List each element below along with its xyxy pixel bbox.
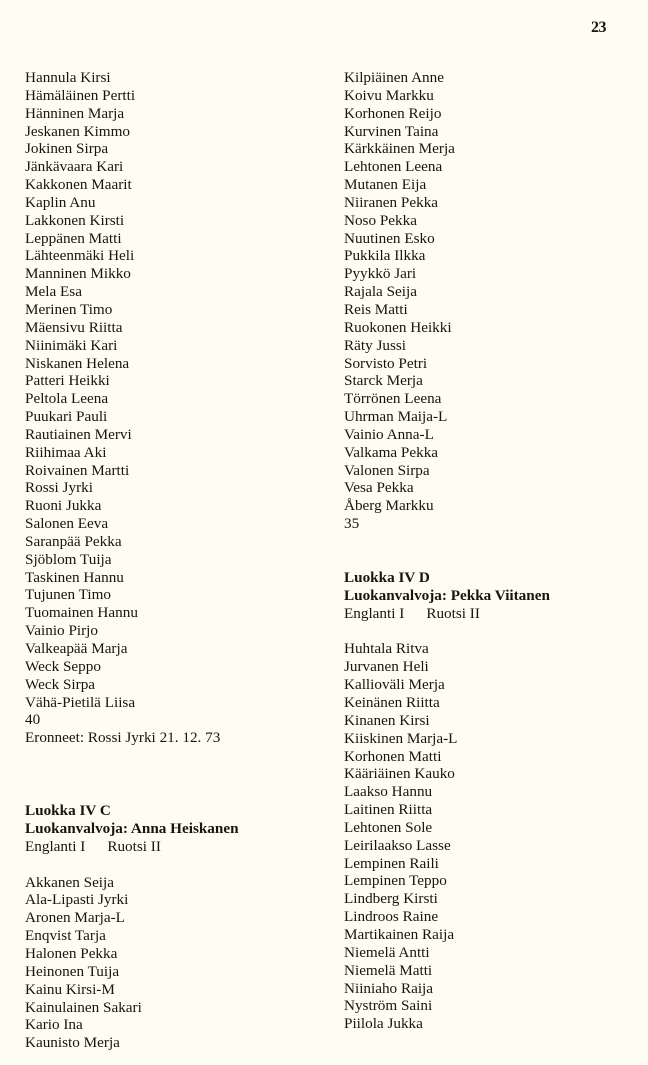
student-name: Laakso Hannu (344, 783, 433, 801)
student-name: Hänninen Marja (25, 104, 125, 122)
student-name: Kiiskinen Marja-L (344, 729, 458, 747)
student-name: Kaunisto Merja (25, 1034, 120, 1052)
student-name: Mäensivu Riitta (25, 318, 123, 336)
student-name: Valkama Pekka (344, 443, 439, 461)
student-name: Lehtonen Leena (344, 158, 443, 176)
student-name: Kainu Kirsi-M (25, 980, 115, 998)
student-name: Leirilaakso Lasse (344, 836, 451, 854)
student-name: Åberg Markku (344, 497, 434, 515)
page-number: 23 (591, 19, 606, 36)
student-name: Vainio Anna-L (344, 425, 434, 443)
student-name: Vainio Pirjo (25, 622, 98, 640)
student-name: Jänkävaara Kari (25, 158, 124, 176)
class-teacher: Luokanvalvoja: Anna Heiskanen (25, 819, 239, 837)
student-name: Enqvist Tarja (25, 927, 106, 945)
student-name: Puukari Pauli (25, 408, 108, 426)
class-section-ivc (25, 802, 239, 1052)
student-name: Jurvanen Heli (344, 658, 429, 676)
student-name: Nuutinen Esko (344, 229, 435, 247)
student-name: Niiranen Pekka (344, 193, 439, 211)
student-name: Lempinen Raili (344, 854, 439, 872)
student-name: Kallioväli Merja (344, 676, 445, 694)
student-name: Räty Jussi (344, 336, 407, 354)
student-name: Niemelä Antti (344, 943, 430, 961)
class-list-continued (25, 69, 239, 711)
class-ivd-student-list (344, 640, 550, 1033)
student-name: Rajala Seija (344, 283, 417, 301)
student-name: Niemelä Matti (344, 961, 433, 979)
student-name: Rossi Jyrki (25, 479, 93, 497)
student-name: Uhrman Maija-L (344, 408, 448, 426)
student-name: Törrönen Leena (344, 390, 442, 408)
student-name: Nyström Saini (344, 997, 433, 1015)
student-name: Patteri Heikki (25, 372, 110, 390)
student-name: Jokinen Sirpa (25, 140, 109, 158)
class-languages (25, 838, 239, 856)
language-2: Ruotsi II (107, 837, 161, 855)
student-name: Tuomainen Hannu (25, 604, 138, 622)
student-name: Lindberg Kirsti (344, 890, 438, 908)
left-column (25, 69, 239, 1052)
student-name: Salonen Eeva (25, 515, 109, 533)
student-name: Kainulainen Sakari (25, 998, 142, 1016)
student-name: Reis Matti (344, 300, 408, 318)
student-name: Starck Merja (344, 372, 423, 390)
student-name: Riihimaa Aki (25, 443, 107, 461)
student-name: Pyykkö Jari (344, 265, 417, 283)
student-name: Korhonen Reijo (344, 104, 442, 122)
student-name: Kilpiäinen Anne (344, 69, 444, 86)
student-name: Martikainen Raija (344, 925, 455, 943)
student-name: Kinanen Kirsi (344, 711, 430, 729)
student-name: Peltola Leena (25, 390, 109, 408)
student-name: Niiniaho Raija (344, 979, 433, 997)
student-name: Keinänen Riitta (344, 694, 440, 711)
student-name: Jeskanen Kimmo (25, 122, 131, 140)
student-name: Sjöblom Tuija (25, 550, 112, 568)
student-name: Manninen Mikko (25, 265, 131, 283)
student-name: Aronen Marja-L (25, 909, 125, 927)
class-list-continued (344, 69, 550, 515)
student-name: Ala-Lipasti Jyrki (25, 891, 129, 909)
student-name: Vähä-Pietilä Liisa (25, 693, 136, 711)
student-name: Pukkila Ilkka (344, 247, 426, 265)
resigned-note: Eronneet: Rossi Jyrki 21. 12. 73 (25, 729, 221, 747)
student-name: Laitinen Riitta (344, 801, 433, 819)
language-1: Englanti I (25, 837, 86, 855)
student-name: Lindroos Raine (344, 908, 439, 926)
student-name: Ruoni Jukka (25, 497, 102, 515)
student-name: Roivainen Martti (25, 461, 130, 479)
student-name: Weck Sirpa (25, 675, 96, 693)
student-name: Vesa Pekka (344, 479, 414, 497)
class-title: Luokka IV C (25, 802, 111, 820)
student-name: Kaplin Anu (25, 193, 96, 211)
spacer (25, 856, 239, 874)
student-name: Heinonen Tuija (25, 962, 120, 980)
student-name: Kääriäinen Kauko (344, 765, 455, 783)
student-count: 35 (344, 515, 360, 533)
student-name: Noso Pekka (344, 211, 417, 229)
class-title: Luokka IV D (344, 568, 430, 586)
student-name: Tujunen Timo (25, 586, 111, 604)
right-column (344, 69, 550, 1033)
class-ivc-student-list (25, 874, 239, 1052)
student-name: Akkanen Seija (25, 873, 114, 891)
spacer (344, 533, 550, 569)
language-2: Ruotsi II (426, 604, 480, 622)
student-name: Kurvinen Taina (344, 122, 439, 140)
student-name: Mela Esa (25, 283, 82, 301)
student-name: Kario Ina (25, 1016, 83, 1034)
student-name: Lakkonen Kirsti (25, 211, 125, 229)
student-name: Lempinen Teppo (344, 872, 447, 890)
student-name: Hämäläinen Pertti (25, 86, 136, 104)
student-name: Mutanen Eija (344, 176, 427, 194)
student-name: Taskinen Hannu (25, 568, 124, 586)
student-name: Niskanen Helena (25, 354, 130, 372)
language-1: Englanti I (344, 604, 405, 622)
student-name: Weck Seppo (25, 657, 101, 675)
student-name: Piilola Jukka (344, 1015, 423, 1033)
student-name: Hannula Kirsi (25, 69, 111, 86)
student-name: Sorvisto Petri (344, 354, 428, 372)
student-name: Lähteenmäki Heli (25, 247, 135, 265)
class-section-ivd (344, 569, 550, 1033)
class-teacher: Luokanvalvoja: Pekka Viitanen (344, 586, 550, 604)
student-name: Halonen Pekka (25, 944, 118, 962)
student-name: Valkeapää Marja (25, 640, 128, 657)
student-count: 40 (25, 711, 41, 729)
student-name: Saranpää Pekka (25, 532, 122, 550)
class-languages (344, 605, 550, 623)
spacer (344, 622, 550, 640)
student-name: Niinimäki Kari (25, 336, 118, 354)
student-name: Leppänen Matti (25, 229, 122, 247)
student-name: Valonen Sirpa (344, 461, 430, 479)
student-name: Rautiainen Mervi (25, 425, 132, 443)
student-name: Korhonen Matti (344, 747, 442, 765)
student-name: Koivu Markku (344, 86, 434, 104)
student-name: Huhtala Ritva (344, 640, 429, 658)
student-name: Kärkkäinen Merja (344, 140, 455, 158)
student-name: Ruokonen Heikki (344, 318, 452, 336)
student-name: Merinen Timo (25, 300, 113, 318)
student-name: Kakkonen Maarit (25, 176, 132, 194)
spacer (25, 747, 239, 802)
student-name: Lehtonen Sole (344, 818, 433, 836)
